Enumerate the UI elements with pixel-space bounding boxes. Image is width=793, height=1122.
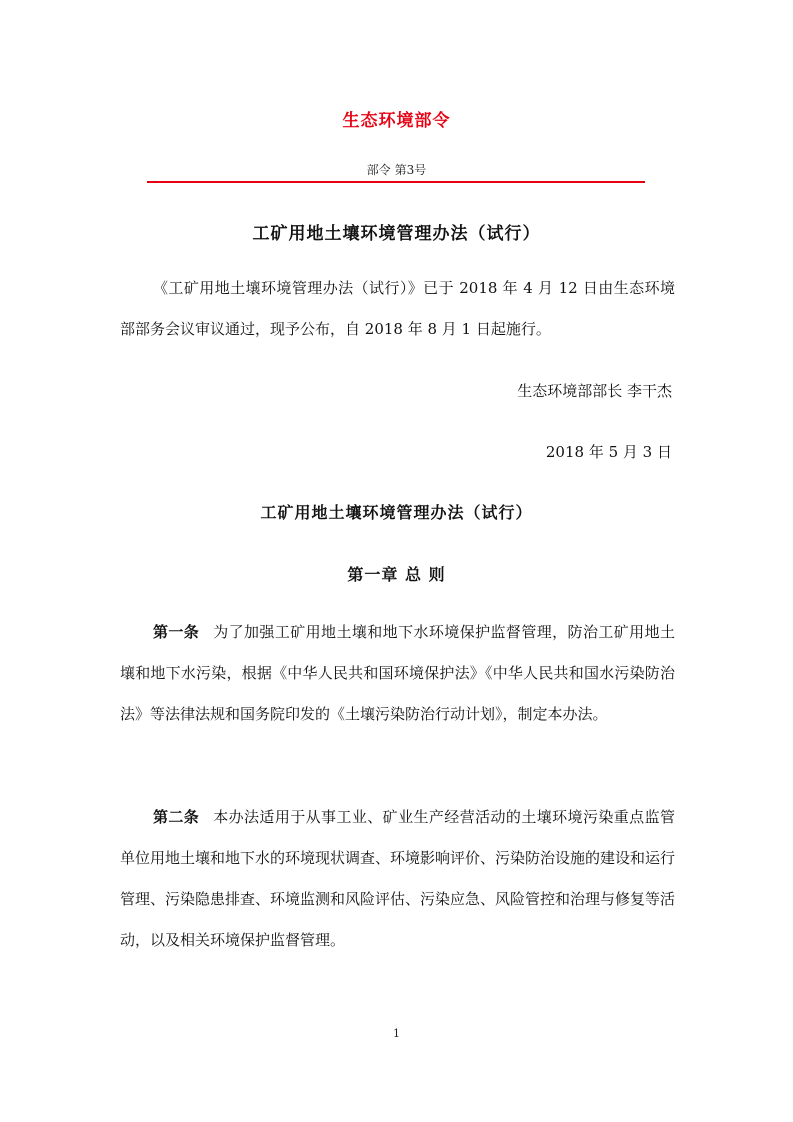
issuer-heading: 生态环境部令: [342, 111, 451, 131]
regulation-title: 工矿用地土壤环境管理办法（试行）: [260, 503, 533, 522]
article-2: [120, 797, 675, 961]
article-1: [120, 612, 675, 735]
issue-date: 2018 年 5 月 3 日: [545, 443, 672, 461]
article-label: 第二条: [153, 808, 200, 826]
chapter-title: 第一章 总 则: [347, 565, 446, 584]
article-label: 第一条: [153, 623, 200, 641]
signer-line: 生态环境部部长 李干杰: [517, 382, 672, 400]
order-number: 部令 第3号: [366, 163, 427, 177]
document-title: 工矿用地土壤环境管理办法（试行）: [252, 224, 541, 244]
article-text: 本办法适用于从事工业、矿业生产经营活动的土壤环境污染重点监管单位用地土壤和地下水的环境现状调查、环境影响评价、污染防治设施的建设和运行管理、污染隐患排查、环境监测和风险评估、污染应急、风险管控和治理与修复等活动，以及相关环境保护监督管理。: [120, 808, 676, 949]
page-number: 1: [393, 1027, 400, 1040]
red-divider: [147, 181, 645, 183]
article-text: 为了加强工矿用地土壤和地下水环境保护监督管理，防治工矿用地土壤和地下水污染，根据《中华人民共和国环境保护法》《中华人民共和国水污染防治法》等法律法规和国务院印发的《土壤污染防治行动计划》，制定本办法。: [120, 623, 675, 723]
intro-paragraph: 《工矿用地土壤环境管理办法（试行）》已于 2018 年 4 月 12 日由生态环境部部务会议审议通过，现予公布，自 2018 年 8 月 1 日起施行。: [120, 279, 675, 338]
